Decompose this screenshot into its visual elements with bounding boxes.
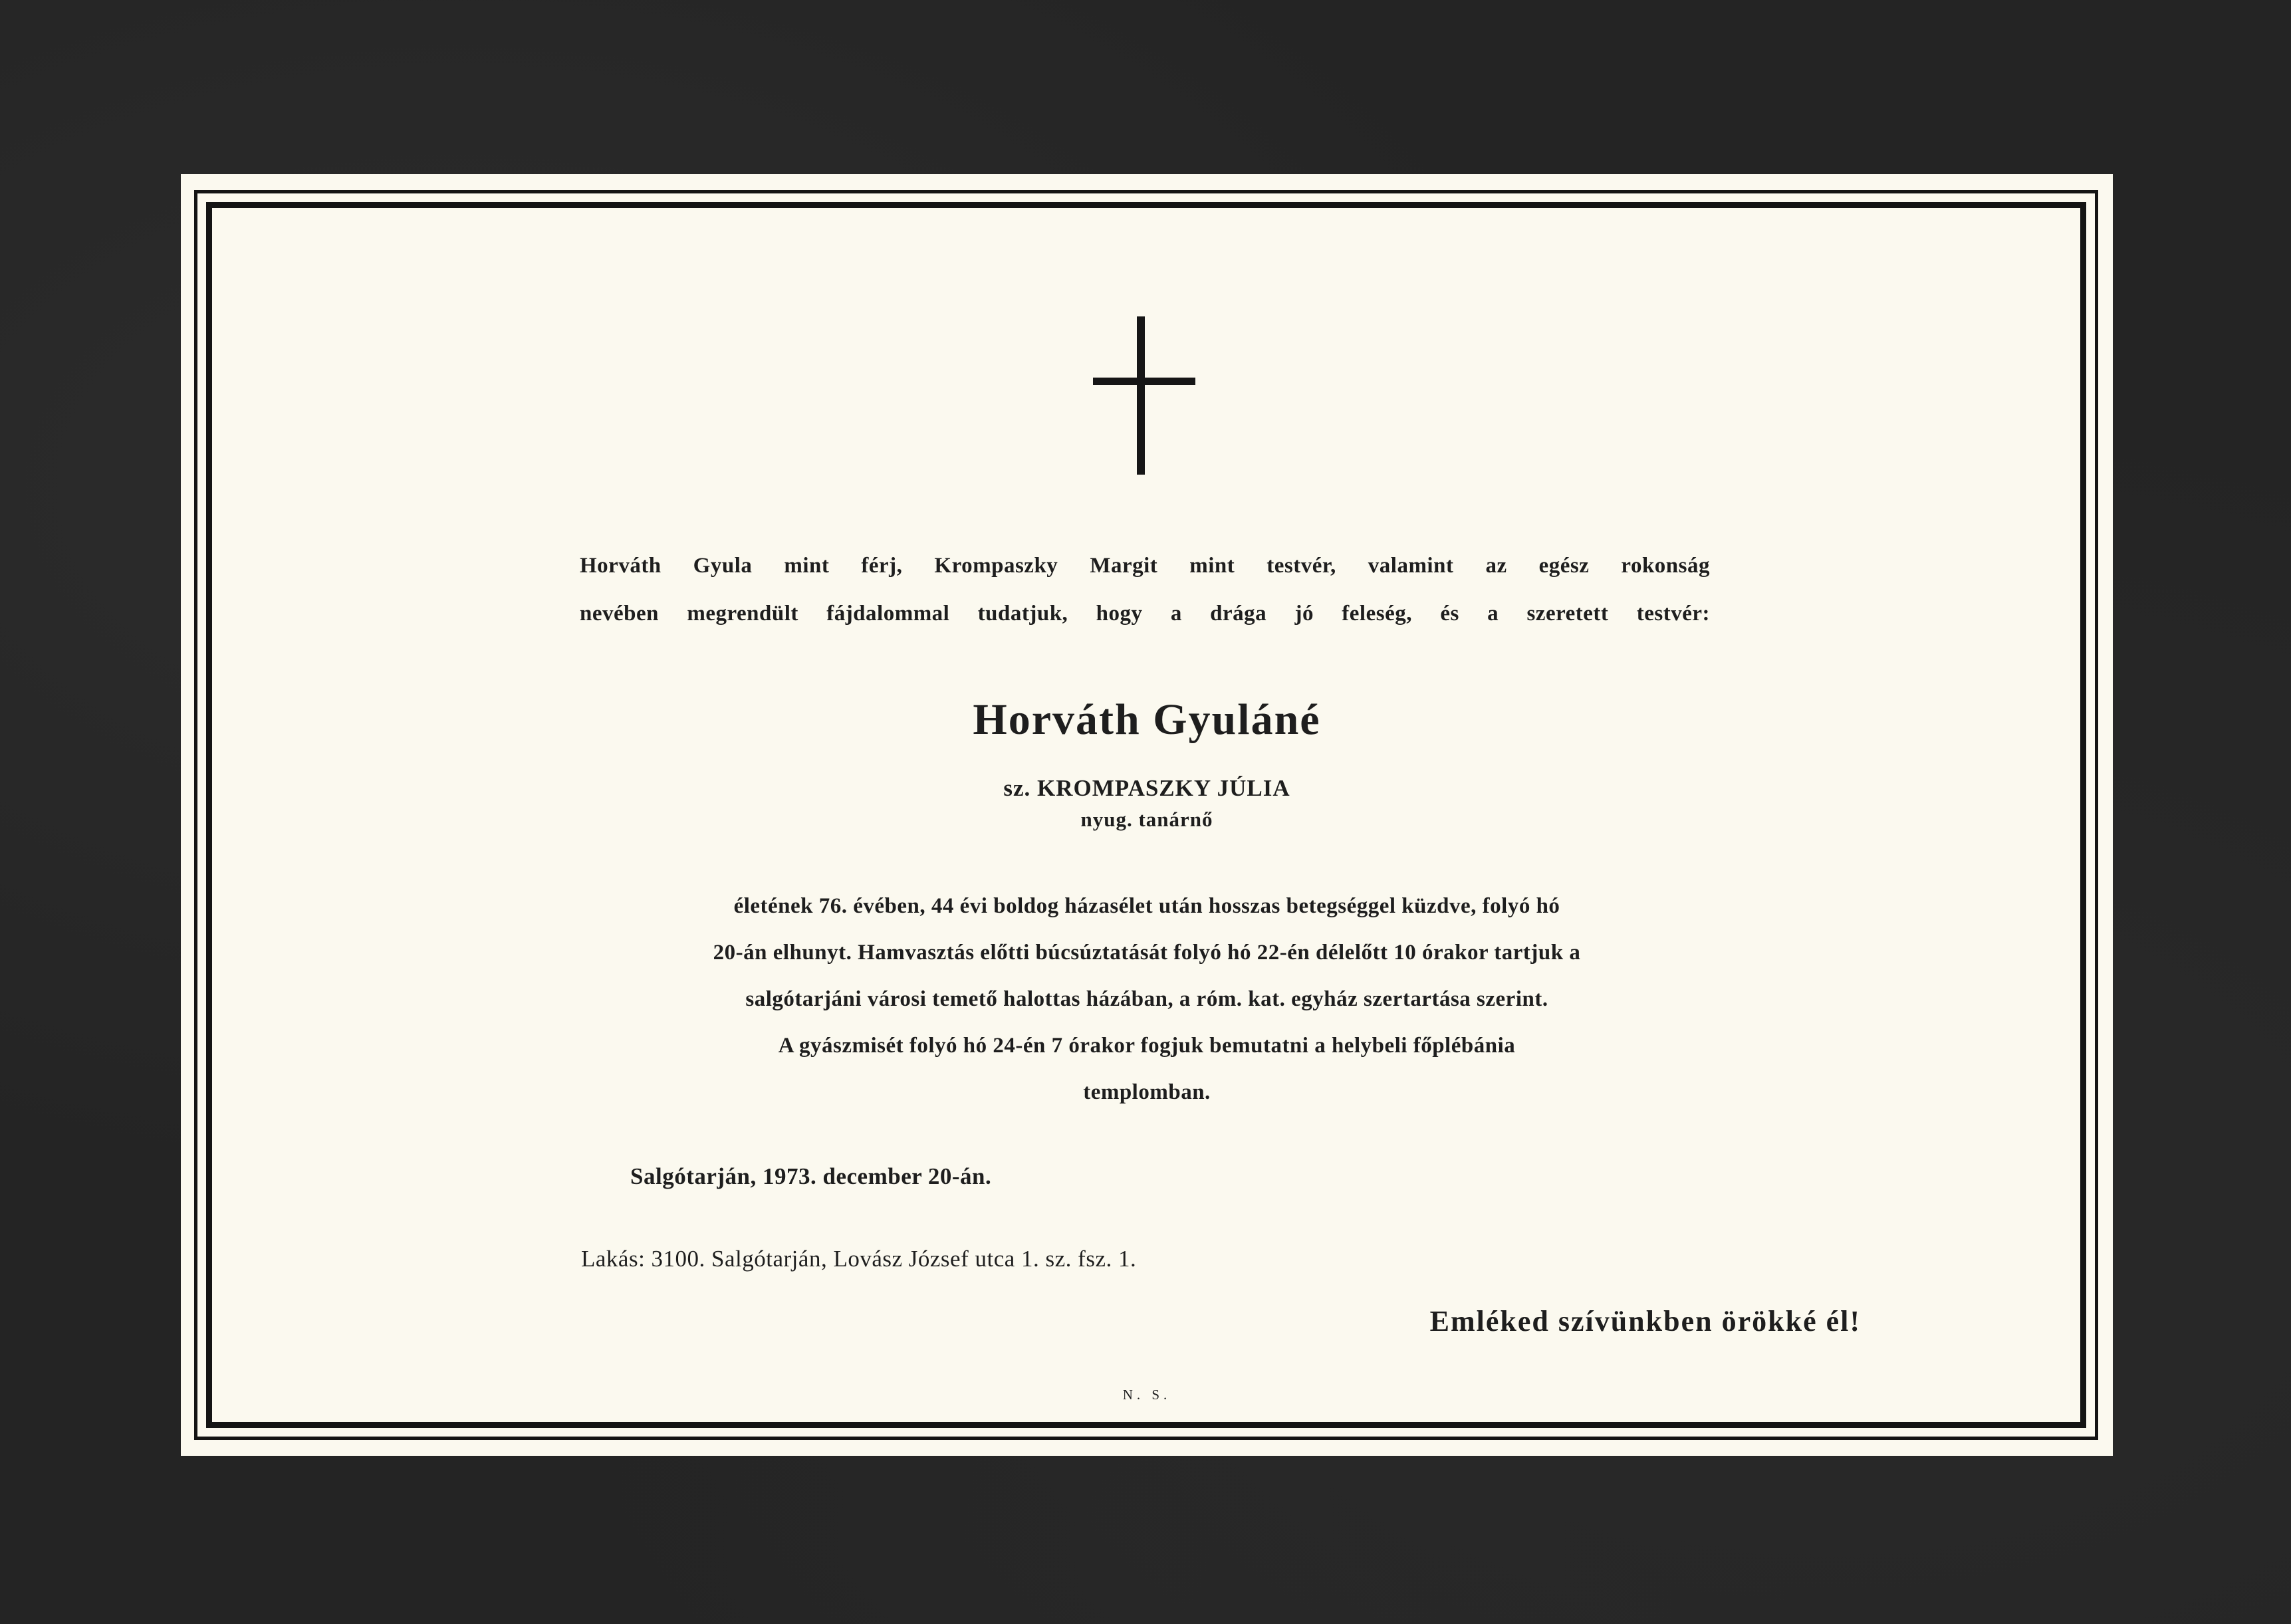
- place-date: Salgótarján, 1973. december 20-án.: [630, 1163, 992, 1189]
- body-line-5: templomban.: [1083, 1080, 1211, 1104]
- deceased-name: Horváth Gyuláné: [973, 695, 1321, 744]
- maiden-name: sz. KROMPASZKY JÚLIA: [1003, 775, 1290, 801]
- body-line-1: életének 76. évében, 44 évi boldog házasélet után hosszas betegséggel küzdve, folyó hó: [733, 894, 1560, 918]
- occupation: nyug. tanárnő: [1080, 808, 1213, 831]
- funeral-notice-card: [181, 174, 2113, 1456]
- body-line-4: A gyászmisét folyó hó 24-én 7 órakor fogjuk bemutatni a helybeli főplébánia: [778, 1034, 1516, 1058]
- cross-icon-horizontal: [1093, 378, 1195, 385]
- intro-line-1: Horváth Gyula mint férj, Krompaszky Margit mint testvér, valamint az egész rokonság: [580, 554, 1710, 578]
- intro-line-2: nevében megrendült fájdalommal tudatjuk, hogy a drága jó feleség, és a szeretett testvér:: [580, 602, 1710, 626]
- printer-initials: N. S.: [1122, 1387, 1171, 1403]
- body-line-3: salgótarjáni városi temető halottas házában, a róm. kat. egyház szertartása szerint.: [745, 987, 1548, 1011]
- body-line-2: 20-án elhunyt. Hamvasztás előtti búcsúztatását folyó hó 22-én délelőtt 10 órakor tartjuk a: [713, 941, 1581, 965]
- closing-line: Emléked szívünkben örökké él!: [1429, 1305, 1861, 1337]
- cross-icon-vertical: [1137, 316, 1145, 475]
- address: Lakás: 3100. Salgótarján, Lovász József utca 1. sz. fsz. 1.: [581, 1246, 1137, 1272]
